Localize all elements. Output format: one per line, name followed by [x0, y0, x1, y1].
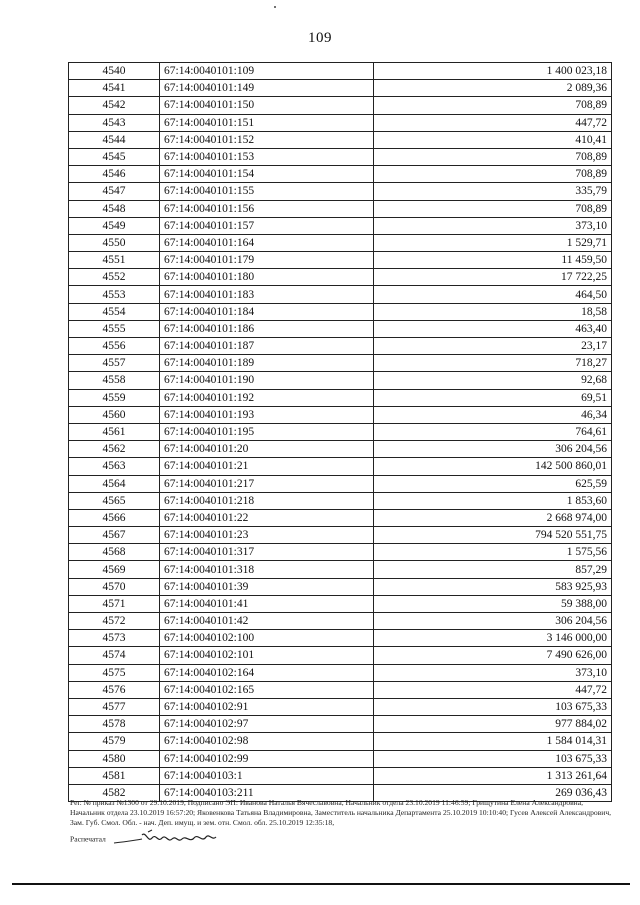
- table-row: [69, 613, 612, 630]
- cadastral-value: 857,29: [374, 561, 612, 578]
- cadastral-value: 708,89: [374, 166, 612, 183]
- row-number: 4558: [69, 372, 160, 389]
- row-number: 4568: [69, 544, 160, 561]
- cadastral-number: 67:14:0040101:42: [160, 613, 374, 630]
- cadastral-number: 67:14:0040101:155: [160, 183, 374, 200]
- cadastral-number: 67:14:0040102:101: [160, 647, 374, 664]
- row-number: 4552: [69, 269, 160, 286]
- table-row: [69, 63, 612, 80]
- table-row: [69, 716, 612, 733]
- table-row: [69, 372, 612, 389]
- cadastral-value: 18,58: [374, 303, 612, 320]
- signature-footer: [70, 798, 615, 850]
- cadastral-value: 447,72: [374, 681, 612, 698]
- cadastral-value: 464,50: [374, 286, 612, 303]
- table-row: [69, 148, 612, 165]
- table-row: [69, 217, 612, 234]
- cadastral-value: 1 529,71: [374, 234, 612, 251]
- row-number: 4546: [69, 166, 160, 183]
- table-row: [69, 458, 612, 475]
- row-number: 4576: [69, 681, 160, 698]
- cadastral-number: 67:14:0040101:23: [160, 527, 374, 544]
- table-row: [69, 647, 612, 664]
- row-number: 4577: [69, 698, 160, 715]
- cadastral-number: 67:14:0040101:41: [160, 595, 374, 612]
- cadastral-value: 764,61: [374, 423, 612, 440]
- cadastral-number: 67:14:0040101:22: [160, 509, 374, 526]
- cadastral-number: 67:14:0040101:193: [160, 406, 374, 423]
- table-row: [69, 286, 612, 303]
- cadastral-number: 67:14:0040101:164: [160, 234, 374, 251]
- cadastral-number: 67:14:0040101:190: [160, 372, 374, 389]
- row-number: 4555: [69, 320, 160, 337]
- handwritten-signature: [112, 829, 222, 850]
- registry-table-body: [69, 63, 612, 802]
- table-row: [69, 578, 612, 595]
- registration-text: Рег. № приказ №1300 от 29.10.2019, Подписано ЭП: Иванова Наталья Вячеславовна, Начальник отдела 23.10.2019 11:46:59; Грищутина Елена Александровна, Начальник отдела 23.10.2019 16:57:20; Яковенкова Татьяна Владимировна, Заместитель начальника Департамента 25.10.2019 10:10:40; Гусев Алексей Александрович, Зам. Губ. Смол. Обл. - нач. Деп. имущ. и зем. отн. Смол. обл. 25.10.2019 12:35:18,: [70, 798, 612, 827]
- cadastral-value: 583 925,93: [374, 578, 612, 595]
- cadastral-number: 67:14:0040102:97: [160, 716, 374, 733]
- cadastral-number: 67:14:0040101:156: [160, 200, 374, 217]
- cadastral-number: 67:14:0040102:165: [160, 681, 374, 698]
- row-number: 4559: [69, 389, 160, 406]
- table-row: [69, 681, 612, 698]
- cadastral-value: 11 459,50: [374, 252, 612, 269]
- row-number: 4541: [69, 80, 160, 97]
- row-number: 4573: [69, 630, 160, 647]
- table-row: [69, 338, 612, 355]
- cadastral-number: 67:14:0040101:157: [160, 217, 374, 234]
- cadastral-value: 977 884,02: [374, 716, 612, 733]
- cadastral-value: 142 500 860,01: [374, 458, 612, 475]
- row-number: 4543: [69, 114, 160, 131]
- cadastral-value: 1 575,56: [374, 544, 612, 561]
- table-row: [69, 303, 612, 320]
- cadastral-value: 335,79: [374, 183, 612, 200]
- row-number: 4540: [69, 63, 160, 80]
- cadastral-number: 67:14:0040101:186: [160, 320, 374, 337]
- cadastral-value: 708,89: [374, 148, 612, 165]
- row-number: 4579: [69, 733, 160, 750]
- cadastral-value: 1 400 023,18: [374, 63, 612, 80]
- cadastral-number: 67:14:0040102:99: [160, 750, 374, 767]
- cadastral-value: 1 853,60: [374, 492, 612, 509]
- cadastral-number: 67:14:0040102:91: [160, 698, 374, 715]
- cadastral-number: 67:14:0040101:109: [160, 63, 374, 80]
- cadastral-number: 67:14:0040101:218: [160, 492, 374, 509]
- row-number: 4572: [69, 613, 160, 630]
- cadastral-value: 46,34: [374, 406, 612, 423]
- cadastral-number: 67:14:0040101:184: [160, 303, 374, 320]
- cadastral-number: 67:14:0040101:154: [160, 166, 374, 183]
- cadastral-number: 67:14:0040101:217: [160, 475, 374, 492]
- cadastral-value: 708,89: [374, 97, 612, 114]
- cadastral-value: 306 204,56: [374, 441, 612, 458]
- cadastral-value: 373,10: [374, 664, 612, 681]
- table-row: [69, 492, 612, 509]
- cadastral-number: 67:14:0040102:98: [160, 733, 374, 750]
- table-row: [69, 561, 612, 578]
- cadastral-value: 2 668 974,00: [374, 509, 612, 526]
- cadastral-value: 1 313 261,64: [374, 767, 612, 784]
- row-number: 4570: [69, 578, 160, 595]
- table-row: [69, 166, 612, 183]
- row-number: 4542: [69, 97, 160, 114]
- table-row: [69, 698, 612, 715]
- cadastral-number: 67:14:0040101:39: [160, 578, 374, 595]
- table-row: [69, 406, 612, 423]
- cadastral-value: 410,41: [374, 131, 612, 148]
- cadastral-value: 17 722,25: [374, 269, 612, 286]
- cadastral-value: 1 584 014,31: [374, 733, 612, 750]
- table-row: [69, 234, 612, 251]
- row-number: 4556: [69, 338, 160, 355]
- table-row: [69, 97, 612, 114]
- row-number: 4550: [69, 234, 160, 251]
- cadastral-value: 3 146 000,00: [374, 630, 612, 647]
- row-number: 4544: [69, 131, 160, 148]
- row-number: 4545: [69, 148, 160, 165]
- row-number: 4560: [69, 406, 160, 423]
- table-row: [69, 131, 612, 148]
- row-number: 4567: [69, 527, 160, 544]
- cadastral-number: 67:14:0040101:20: [160, 441, 374, 458]
- cadastral-value: 2 089,36: [374, 80, 612, 97]
- cadastral-value: 447,72: [374, 114, 612, 131]
- cadastral-number: 67:14:0040101:192: [160, 389, 374, 406]
- cadastral-number: 67:14:0040101:195: [160, 423, 374, 440]
- cadastral-value: 23,17: [374, 338, 612, 355]
- row-number: 4574: [69, 647, 160, 664]
- cadastral-number: 67:14:0040101:187: [160, 338, 374, 355]
- cadastral-number: 67:14:0040101:317: [160, 544, 374, 561]
- table-row: [69, 114, 612, 131]
- cadastral-value: 103 675,33: [374, 750, 612, 767]
- cadastral-number: 67:14:0040101:189: [160, 355, 374, 372]
- cadastral-number: 67:14:0040101:149: [160, 80, 374, 97]
- cadastral-number: 67:14:0040102:100: [160, 630, 374, 647]
- registry-table: [68, 62, 612, 802]
- row-number: 4564: [69, 475, 160, 492]
- cadastral-value: 373,10: [374, 217, 612, 234]
- cadastral-number: 67:14:0040101:150: [160, 97, 374, 114]
- cadastral-number: 67:14:0040101:151: [160, 114, 374, 131]
- table-row: [69, 509, 612, 526]
- cadastral-number: 67:14:0040103:1: [160, 767, 374, 784]
- row-number: 4581: [69, 767, 160, 784]
- row-number: 4553: [69, 286, 160, 303]
- table-row: [69, 750, 612, 767]
- row-number: 4562: [69, 441, 160, 458]
- cadastral-number: 67:14:0040101:180: [160, 269, 374, 286]
- cadastral-value: 794 520 551,75: [374, 527, 612, 544]
- cadastral-value: 59 388,00: [374, 595, 612, 612]
- table-row: [69, 595, 612, 612]
- page-number: 109: [308, 30, 332, 46]
- cadastral-value: 463,40: [374, 320, 612, 337]
- row-number: 4561: [69, 423, 160, 440]
- table-row: [69, 475, 612, 492]
- cadastral-value: 306 204,56: [374, 613, 612, 630]
- row-number: 4549: [69, 217, 160, 234]
- row-number: 4563: [69, 458, 160, 475]
- cadastral-number: 67:14:0040101:21: [160, 458, 374, 475]
- row-number: 4582: [69, 784, 160, 801]
- cadastral-value: 708,89: [374, 200, 612, 217]
- row-number: 4557: [69, 355, 160, 372]
- cadastral-value: 7 490 626,00: [374, 647, 612, 664]
- cadastral-number: 67:14:0040102:164: [160, 664, 374, 681]
- row-number: 4554: [69, 303, 160, 320]
- table-row: [69, 389, 612, 406]
- table-row: [69, 527, 612, 544]
- cadastral-number: 67:14:0040101:179: [160, 252, 374, 269]
- cadastral-value: 103 675,33: [374, 698, 612, 715]
- cadastral-number: 67:14:0040101:153: [160, 148, 374, 165]
- cadastral-number: 67:14:0040101:318: [160, 561, 374, 578]
- row-number: 4580: [69, 750, 160, 767]
- table-row: [69, 630, 612, 647]
- row-number: 4575: [69, 664, 160, 681]
- row-number: 4548: [69, 200, 160, 217]
- row-number: 4547: [69, 183, 160, 200]
- row-number: 4566: [69, 509, 160, 526]
- cadastral-value: 269 036,43: [374, 784, 612, 801]
- row-number: 4569: [69, 561, 160, 578]
- table-row: [69, 183, 612, 200]
- cadastral-value: 625,59: [374, 475, 612, 492]
- table-row: [69, 767, 612, 784]
- table-row: [69, 733, 612, 750]
- cadastral-value: 69,51: [374, 389, 612, 406]
- table-row: [69, 544, 612, 561]
- cadastral-number: 67:14:0040103:211: [160, 784, 374, 801]
- printed-by-label: Распечатал: [70, 834, 106, 844]
- speck-mark: [274, 6, 276, 8]
- table-row: [69, 355, 612, 372]
- table-row: [69, 80, 612, 97]
- bottom-rule: [12, 883, 630, 885]
- row-number: 4578: [69, 716, 160, 733]
- table-row: [69, 441, 612, 458]
- table-row: [69, 200, 612, 217]
- cadastral-number: 67:14:0040101:152: [160, 131, 374, 148]
- cadastral-value: 718,27: [374, 355, 612, 372]
- row-number: 4565: [69, 492, 160, 509]
- printed-by-line: [70, 829, 615, 850]
- table-row: [69, 664, 612, 681]
- table-row: [69, 252, 612, 269]
- table-row: [69, 269, 612, 286]
- cadastral-number: 67:14:0040101:183: [160, 286, 374, 303]
- table-row: [69, 320, 612, 337]
- table-row: [69, 423, 612, 440]
- row-number: 4571: [69, 595, 160, 612]
- row-number: 4551: [69, 252, 160, 269]
- cadastral-value: 92,68: [374, 372, 612, 389]
